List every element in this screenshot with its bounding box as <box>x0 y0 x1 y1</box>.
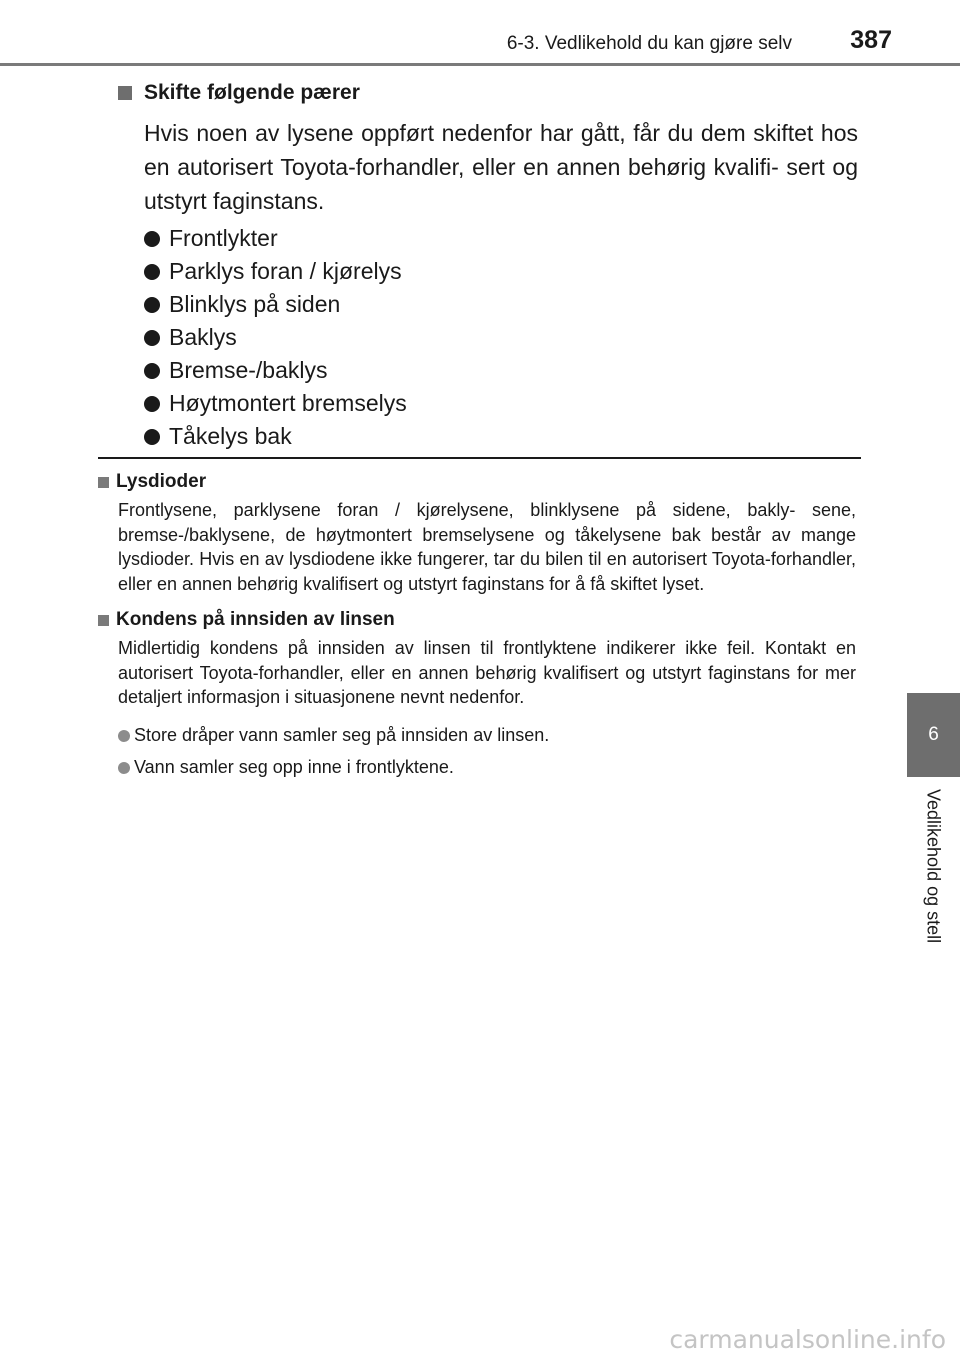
bullet-dot-icon <box>144 429 160 445</box>
bulb-replacement-section <box>118 78 858 453</box>
chapter-tab <box>907 693 960 777</box>
list-item <box>144 420 858 453</box>
section-heading <box>118 78 858 108</box>
list-item <box>118 720 856 752</box>
list-item-text: Bremse-/baklys <box>169 357 328 383</box>
list-item <box>144 321 858 354</box>
intro-paragraph: Hvis noen av lysene oppført nedenfor har gått, får du dem skiftet hos en autorisert Toyota-forhandler, eller en annen behørig kvalifi- sert og utstyrt faginstans. <box>144 120 858 214</box>
header-divider <box>0 63 960 66</box>
bullet-dot-icon <box>144 330 160 346</box>
note-title <box>98 608 856 632</box>
list-item <box>144 255 858 288</box>
note-body: Midlertidig kondens på innsiden av linsen til frontlyktene indikerer ikke feil. Kontakt en autorisert Toyota-forhandler, eller en annen behørig kvalifisert og utstyrt faginstans for mer detaljert informasjon i situasjonene nevnt nedenfor. <box>118 638 856 707</box>
chapter-label: Vedlikehold og stell <box>923 789 944 944</box>
list-item-text: Blinklys på siden <box>169 291 341 317</box>
list-item-text: Store dråper vann samler seg på innsiden av linsen. <box>134 725 550 745</box>
list-item-text: Tåkelys bak <box>169 423 292 449</box>
page-number: 387 <box>850 26 892 54</box>
bulb-list <box>118 222 858 453</box>
list-item-text: Parklys foran / kjørelys <box>169 258 402 284</box>
watermark: carmanualsonline.info <box>669 1325 946 1354</box>
list-item <box>144 288 858 321</box>
bullet-dot-icon <box>144 363 160 379</box>
notes-section <box>98 470 856 784</box>
note-title <box>98 470 856 494</box>
condensation-list <box>98 720 856 784</box>
page-header <box>0 0 960 70</box>
list-item <box>144 354 858 387</box>
note-condensation <box>98 608 856 784</box>
list-item <box>144 387 858 420</box>
section-title: 6-3. Vedlikehold du kan gjøre selv <box>506 33 792 54</box>
bullet-dot-icon <box>118 762 130 774</box>
bullet-dot-icon <box>118 730 130 742</box>
list-item-text: Frontlykter <box>169 225 278 251</box>
chapter-label-tab <box>907 777 960 1197</box>
bullet-dot-icon <box>144 297 160 313</box>
chapter-number: 6 <box>928 724 939 745</box>
square-bullet-icon <box>118 86 132 100</box>
note-title-text: Kondens på innsiden av linsen <box>116 609 395 630</box>
section-heading-text: Skifte følgende pærer <box>144 81 360 104</box>
section-divider <box>98 457 861 459</box>
note-led <box>98 470 856 596</box>
list-item <box>118 752 856 784</box>
note-title-text: Lysdioder <box>116 471 207 492</box>
bullet-dot-icon <box>144 264 160 280</box>
list-item <box>144 222 858 255</box>
bullet-dot-icon <box>144 231 160 247</box>
note-body: Frontlysene, parklysene foran / kjørelysene, blinklysene på sidene, bakly- sene, bremse-/baklysene, de høytmontert bremselysene og tåkelysene bak består av mange lysdioder. Hvis en av lysdiodene ikke fungerer, tar du bilen til en autorisert Toyota-forhandler, eller en annen behørig kvalifisert og utstyrt faginstans for å få skiftet lyset. <box>118 500 856 594</box>
list-item-text: Vann samler seg opp inne i frontlyktene. <box>134 757 454 777</box>
list-item-text: Baklys <box>169 324 237 350</box>
list-item-text: Høytmontert bremselys <box>169 390 407 416</box>
bullet-dot-icon <box>144 396 160 412</box>
square-bullet-icon <box>98 615 109 626</box>
square-bullet-icon <box>98 477 109 488</box>
